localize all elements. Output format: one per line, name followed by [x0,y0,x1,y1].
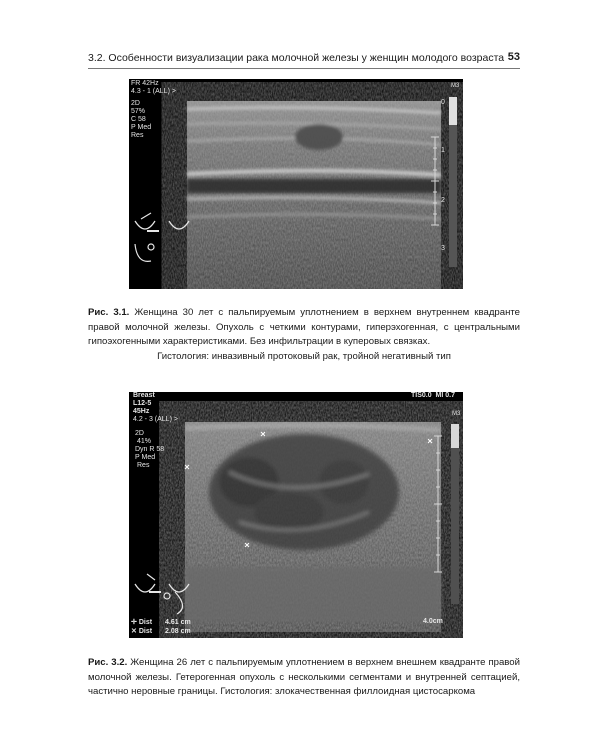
ultrasound-scan-1 [129,79,463,289]
overlay-preset: Breast [133,392,155,399]
depth-mark-1: 1 [441,147,445,154]
ultrasound-image-1 [129,79,463,289]
ultrasound-scan-2 [129,392,463,638]
breast-pictogram-icon [135,213,189,261]
overlay-depth: 4.0cm [423,618,443,625]
breast-pictogram-icon [135,574,189,614]
running-header [88,50,520,69]
figure-caption-2 [88,656,520,700]
figure-caption-1 [88,306,520,364]
overlay-mode: 2D [135,430,144,437]
overlay-c: C 58 [131,116,146,123]
overlay-frame-rate: FR 42Hz [131,80,159,87]
overlay-gain: 57% [131,108,146,115]
overlay-dyn: Dyn R 58 [135,446,165,453]
dist-1-label: ✛ Dist [131,619,153,626]
overlay-res: Res [131,132,144,139]
dist-2-value: 2.08 cm [165,628,191,635]
caption-histology: Гистология: инвазивный протоковый рак, тройной негативный тип [157,350,451,362]
dist-2-label: ✕ Dist [131,628,153,635]
caption-text: Женщина 26 лет с пальпируемым уплотнением в верхнем внешнем квадранте правой молочной железы. Гетерогенная опухоль с несколькими сегментами и внутренней септацией, частично неровные границы. Гистология: злокачественная филлоидная цистосаркома [88,657,520,697]
ultrasound-image-2 [129,392,463,638]
overlay-p: P Med [135,454,156,461]
depth-mark-2: 2 [441,197,445,204]
page-number: 53 [507,51,520,63]
overlay-res: Res [137,462,150,469]
caption-text: Женщина 30 лет с пальпируемым уплотнением в верхнем внутреннем квадранте правой молочной железы. Опухоль с четкими контурами, гиперэхогенная, с центральными гипоэхогенными характеристиками. Без инфильтрации в куперовых связках. [88,307,521,347]
overlay-probe: L12-5 [133,400,152,407]
overlay-frame-rate: 45Hz [133,408,150,415]
overlay-p: P Med [131,124,152,131]
overlay-mode: 2D [131,100,140,107]
depth-mark-0: 0 [441,99,445,106]
depth-mark-3: 3 [441,245,445,252]
figure-label: Рис. 3.1. [88,307,130,318]
chapter-title: 3.2. Особенности визуализации рака молочной железы у женщин молодого возраста [88,52,505,64]
scale-label: M3 [451,83,460,89]
dist-1-value: 4.61 cm [165,619,191,626]
scale-label: M3 [452,411,461,417]
overlay-probe-setting: 4.3 - 1 (ALL) > [131,88,176,95]
overlay-gain: 41% [137,438,152,445]
overlay-probe-setting: 4.2 - 3 (ALL) > [133,416,178,423]
figure-label: Рис. 3.2. [88,657,128,668]
overlay-tis-mi: TIS0.0 MI 0.7 [411,392,455,399]
